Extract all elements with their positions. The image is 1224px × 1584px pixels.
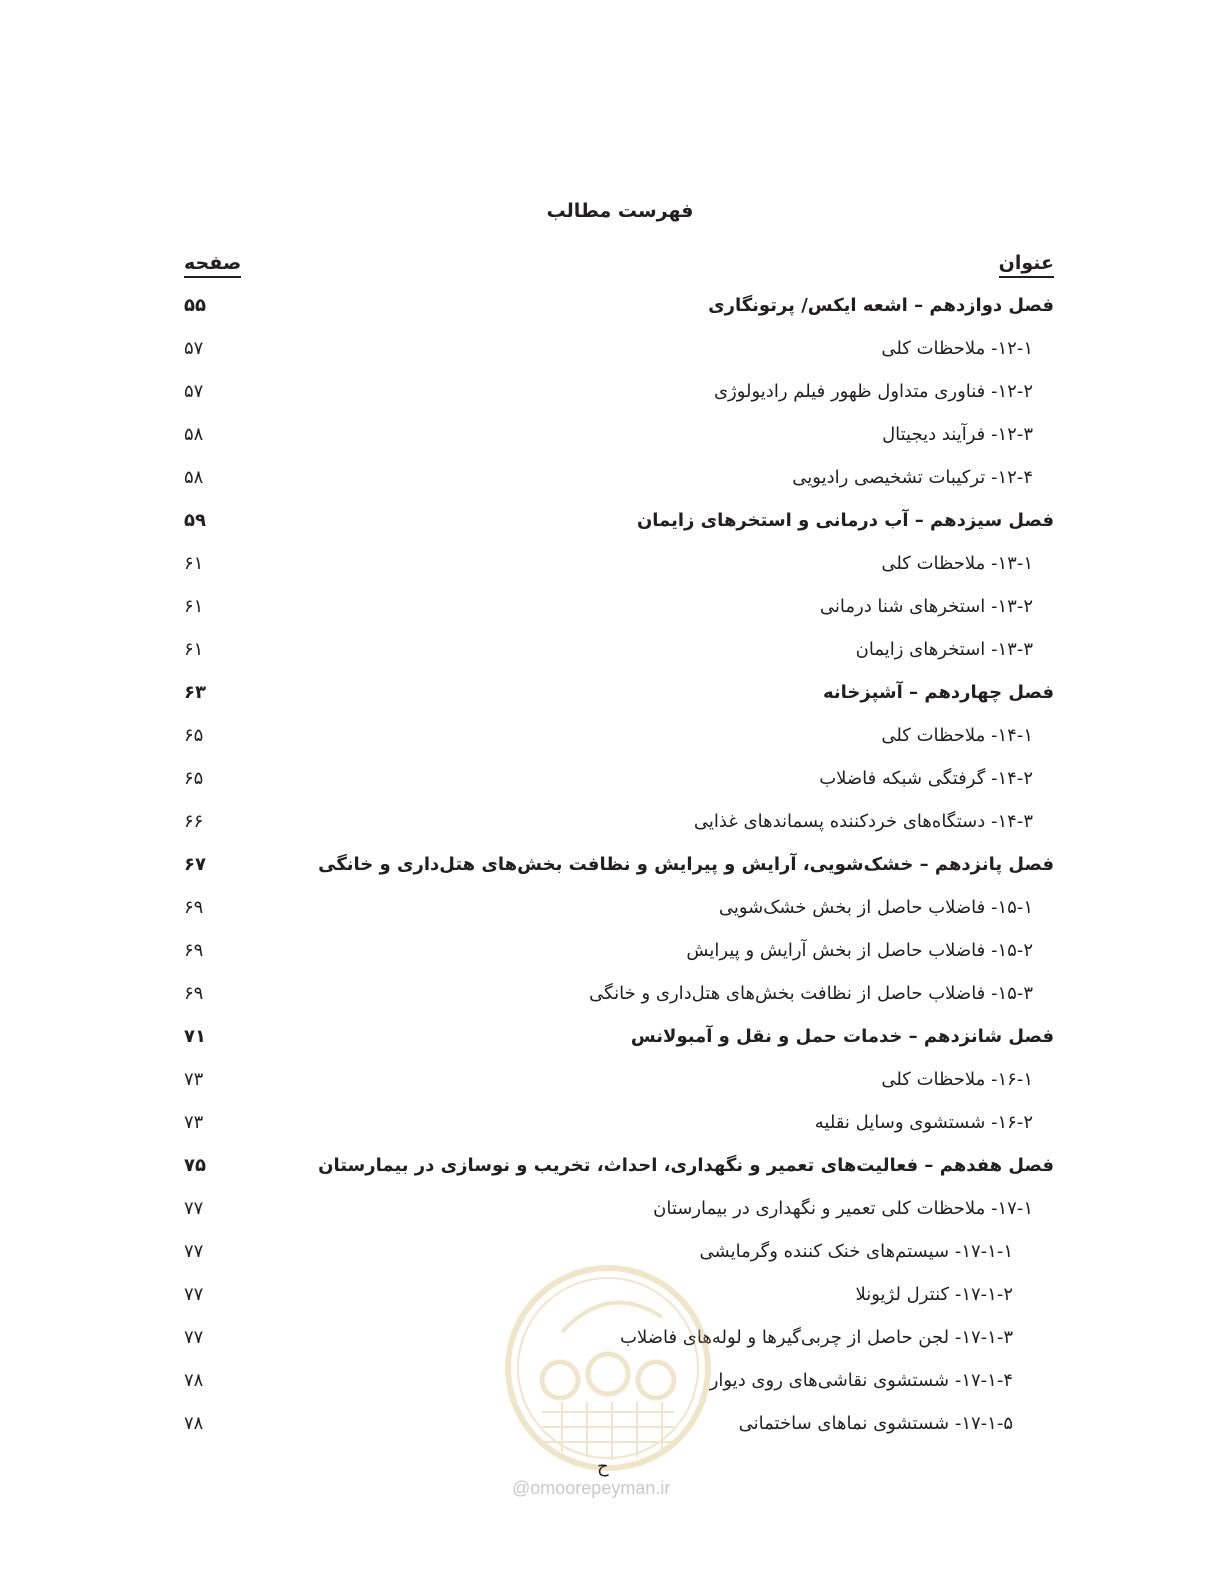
entry-page-number: ۷۳: [184, 1112, 204, 1133]
entry-page-number: ۷۸: [184, 1370, 204, 1391]
entry-page-number: ۷۷: [184, 1198, 204, 1219]
entry-page-number: ۵۵: [184, 295, 206, 316]
entry-title: ۱۴-۲- گرفتگی شبکه فاضلاب: [819, 768, 1033, 789]
chapter-entry: [0, 850, 1224, 880]
section-entry: [0, 592, 1224, 622]
section-entry: [0, 635, 1224, 665]
entry-title: فصل پانزدهم – خشک‌شویی، آرایش و پیرایش و نظافت بخش‌های هتل‌داری و خانگی: [318, 854, 1054, 875]
column-header-title: عنوان: [999, 252, 1054, 278]
entry-title: ۱۵-۱- فاضلاب حاصل از بخش خشک‌شویی: [718, 897, 1033, 918]
entry-page-number: ۶۱: [184, 553, 204, 574]
section-entry: [0, 549, 1224, 579]
entry-title: ۱۷-۱-۴- شستشوی نقاشی‌های روی دیوار: [709, 1370, 1013, 1391]
entry-title: فصل سیزدهم – آب درمانی و استخرهای زایمان: [636, 510, 1054, 531]
entry-page-number: ۷۷: [184, 1241, 204, 1262]
column-header-page: صفحه: [184, 252, 241, 278]
entry-title: ۱۵-۳- فاضلاب حاصل از نظافت بخش‌های هتل‌داری و خانگی: [589, 983, 1033, 1004]
section-entry: [0, 377, 1224, 407]
entry-page-number: ۶۵: [184, 725, 204, 746]
entry-title: ۱۲-۴- ترکیبات تشخیصی رادیویی: [792, 467, 1033, 488]
section-entry: [0, 1065, 1224, 1095]
entry-page-number: ۶۹: [184, 897, 204, 918]
section-entry: [0, 1194, 1224, 1224]
chapter-entry: [0, 506, 1224, 536]
entry-title: ۱۳-۳- استخرهای زایمان: [855, 639, 1033, 660]
entry-page-number: ۶۹: [184, 983, 204, 1004]
entry-title: ۱۷-۱-۳- لجن حاصل از چربی‌گیرها و لوله‌های فاضلاب: [620, 1327, 1013, 1348]
entry-page-number: ۷۸: [184, 1413, 204, 1434]
entry-title: فصل دوازدهم – اشعه ایکس/ پرتونگاری: [708, 295, 1054, 316]
section-entry: [0, 721, 1224, 751]
entry-title: ۱۷-۱-۱- سیستم‌های خنک کننده وگرمایشی: [699, 1241, 1013, 1262]
entry-title: ۱۷-۱- ملاحظات کلی تعمیر و نگهداری در بیمارستان: [653, 1198, 1033, 1219]
entry-page-number: ۵۹: [184, 510, 206, 531]
entry-page-number: ۵۸: [184, 467, 204, 488]
entry-title: ۱۵-۲- فاضلاب حاصل از بخش آرایش و پیرایش: [686, 940, 1033, 961]
section-entry: [0, 1108, 1224, 1138]
page-number-letter: ح: [597, 1456, 609, 1477]
entry-title: ۱۴-۱- ملاحظات کلی: [881, 725, 1033, 746]
entry-page-number: ۶۵: [184, 768, 204, 789]
chapter-entry: [0, 1022, 1224, 1052]
section-entry: [0, 334, 1224, 364]
entry-title: ۱۲-۳- فرآیند دیجیتال: [882, 424, 1033, 445]
entry-page-number: ۵۷: [184, 381, 204, 402]
section-entry: [0, 764, 1224, 794]
entry-title: فصل هفدهم – فعالیت‌های تعمیر و نگهداری، احداث، تخریب و نوسازی در بیمارستان: [318, 1155, 1054, 1176]
entry-title: فصل شانزدهم – خدمات حمل و نقل و آمبولانس: [630, 1026, 1054, 1047]
page-title: فهرست مطالب: [546, 200, 694, 222]
section-entry: [0, 979, 1224, 1009]
entry-title: ۱۲-۱- ملاحظات کلی: [881, 338, 1033, 359]
entry-title: ۱۷-۱-۲- کنترل لژیونلا: [855, 1284, 1013, 1305]
section-entry: [0, 936, 1224, 966]
watermark-url: @omoorepeyman.ir: [512, 1478, 671, 1498]
entry-title: ۱۴-۳- دستگاه‌های خردکننده پسماندهای غذایی: [693, 811, 1033, 832]
entry-page-number: ۵۷: [184, 338, 204, 359]
section-entry: [0, 807, 1224, 837]
entry-page-number: ۶۳: [184, 682, 206, 703]
chapter-entry: [0, 678, 1224, 708]
entry-page-number: ۶۶: [184, 811, 204, 832]
section-entry: [0, 420, 1224, 450]
entry-page-number: ۶۱: [184, 639, 204, 660]
entry-title: فصل چهاردهم – آشپزخانه: [822, 682, 1054, 703]
watermark-seal-icon: [502, 1262, 714, 1474]
entry-title: ۱۶-۲- شستشوی وسایل نقلیه: [814, 1112, 1033, 1133]
entry-page-number: ۶۱: [184, 596, 204, 617]
entry-page-number: ۶۹: [184, 940, 204, 961]
entry-page-number: ۵۸: [184, 424, 204, 445]
entry-title: ۱۷-۱-۵- شستشوی نماهای ساختمانی: [738, 1413, 1013, 1434]
chapter-entry: [0, 1151, 1224, 1181]
chapter-entry: [0, 291, 1224, 321]
entry-page-number: ۷۷: [184, 1327, 204, 1348]
entry-title: ۱۲-۲- فناوری متداول ظهور فیلم رادیولوژی: [713, 381, 1033, 402]
section-entry: [0, 463, 1224, 493]
entry-title: ۱۳-۱- ملاحظات کلی: [881, 553, 1033, 574]
entry-title: ۱۶-۱- ملاحظات کلی: [881, 1069, 1033, 1090]
entry-title: ۱۳-۲- استخرهای شنا درمانی: [819, 596, 1033, 617]
entry-page-number: ۶۷: [184, 854, 206, 875]
entry-page-number: ۷۳: [184, 1069, 204, 1090]
entry-page-number: ۷۱: [184, 1026, 206, 1047]
entry-page-number: ۷۷: [184, 1284, 204, 1305]
entry-page-number: ۷۵: [184, 1155, 206, 1176]
section-entry: [0, 893, 1224, 923]
